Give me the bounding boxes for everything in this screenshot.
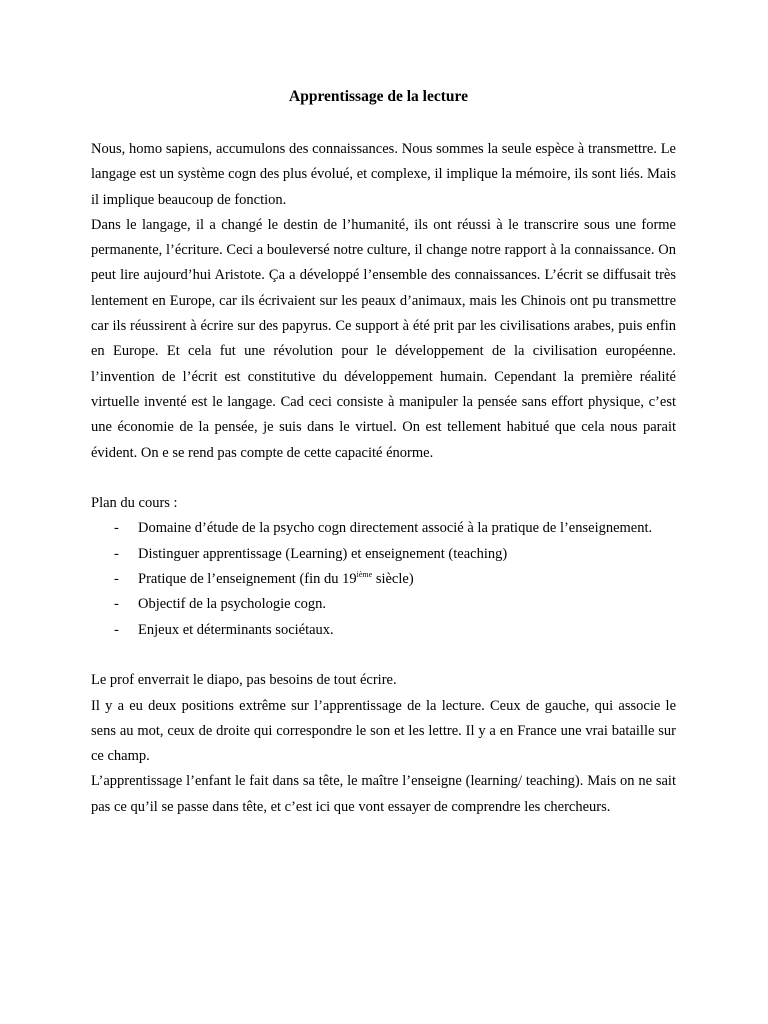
- plan-item: [91, 516, 676, 541]
- paragraph-intro-1: Nous, homo sapiens, accumulons des connaissances. Nous sommes la seule espèce à transmettre. Le langage est un système cogn des plus évolué, et complexe, il implique la mémoire, ils sont liés. Mais il implique beaucoup de fonction.: [91, 141, 676, 208]
- bullet-dash: -: [114, 571, 119, 588]
- plan-item-text: Pratique de l’enseignement (fin du 19: [138, 571, 357, 588]
- document-title: Apprentissage de la lecture: [289, 88, 468, 105]
- blank-line: [91, 466, 676, 491]
- bullet-dash: -: [114, 545, 119, 562]
- paragraph-closing-3: L’apprentissage l’enfant le fait dans sa tête, le maître l’enseigne (learning/ teaching). Mais on ne sait pas ce qu’il se passe dans tête, et c’est ici que vont essayer de comprendre les chercheurs.: [91, 773, 676, 815]
- plan-item-text: Domaine d’étude de la psycho cogn directement associé à la pratique de l’enseignement.: [138, 520, 653, 537]
- plan-item: [91, 542, 676, 567]
- plan-heading: Plan du cours :: [91, 495, 178, 512]
- paragraph-intro-2: Dans le langage, il a changé le destin de l’humanité, ils ont réussi à le transcrire sous une forme permanente, l’écriture. Ceci a bouleversé notre culture, il change notre rapport à la connaissance. On peut lire aujourd’hui Aristote. Ça a développé l’ensemble des connaissances. L’écrit se diffusait très lentement en Europe, car ils écrivaient sur les peaux d’animaux, mais les Chinois ont pu transmettre car ils réussirent à écrire sur des papyrus. Ce support à été prit par les civilisations arabes, puis enfin en Europe. Et cela fut une révolution pour le développement de la civilisation européenne. l’invention de l’écrit est constitutive du développement humain. Cependant la première réalité virtuelle inventé est le langage. Cad ceci consiste à manipuler la pensée sans effort physique, c’est une économie de la pensée, je suis dans le virtuel. On est tellement habitué que cela nous parait évident. On e se rend pas compte de cette capacité énorme.: [91, 216, 676, 461]
- plan-item-suffix: siècle): [372, 571, 414, 588]
- bullet-dash: -: [114, 520, 119, 537]
- plan-item: [91, 592, 676, 617]
- plan-item-text: Distinguer apprentissage (Learning) et enseignement (teaching): [138, 545, 508, 562]
- paragraph-closing-2: Il y a eu deux positions extrême sur l’apprentissage de la lecture. Ceux de gauche, qui associe le sens au mot, ceux de droite qui correspondre le son et les lettre. Il y a en France une vrai bataille sur ce champ.: [91, 697, 676, 765]
- plan-item-text: Enjeux et déterminants sociétaux.: [138, 621, 334, 638]
- plan-item: [91, 618, 676, 643]
- bullet-dash: -: [114, 621, 119, 638]
- document-body: [91, 137, 676, 820]
- blank-line: [91, 643, 676, 668]
- plan-item-text: Objectif de la psychologie cogn.: [138, 596, 327, 613]
- superscript-ieme: ième: [356, 570, 373, 580]
- paragraph-closing-1: Le prof enverrait le diapo, pas besoins de tout écrire.: [91, 672, 397, 689]
- plan-item: [91, 567, 676, 592]
- plan-list: [91, 516, 676, 642]
- bullet-dash: -: [114, 596, 119, 613]
